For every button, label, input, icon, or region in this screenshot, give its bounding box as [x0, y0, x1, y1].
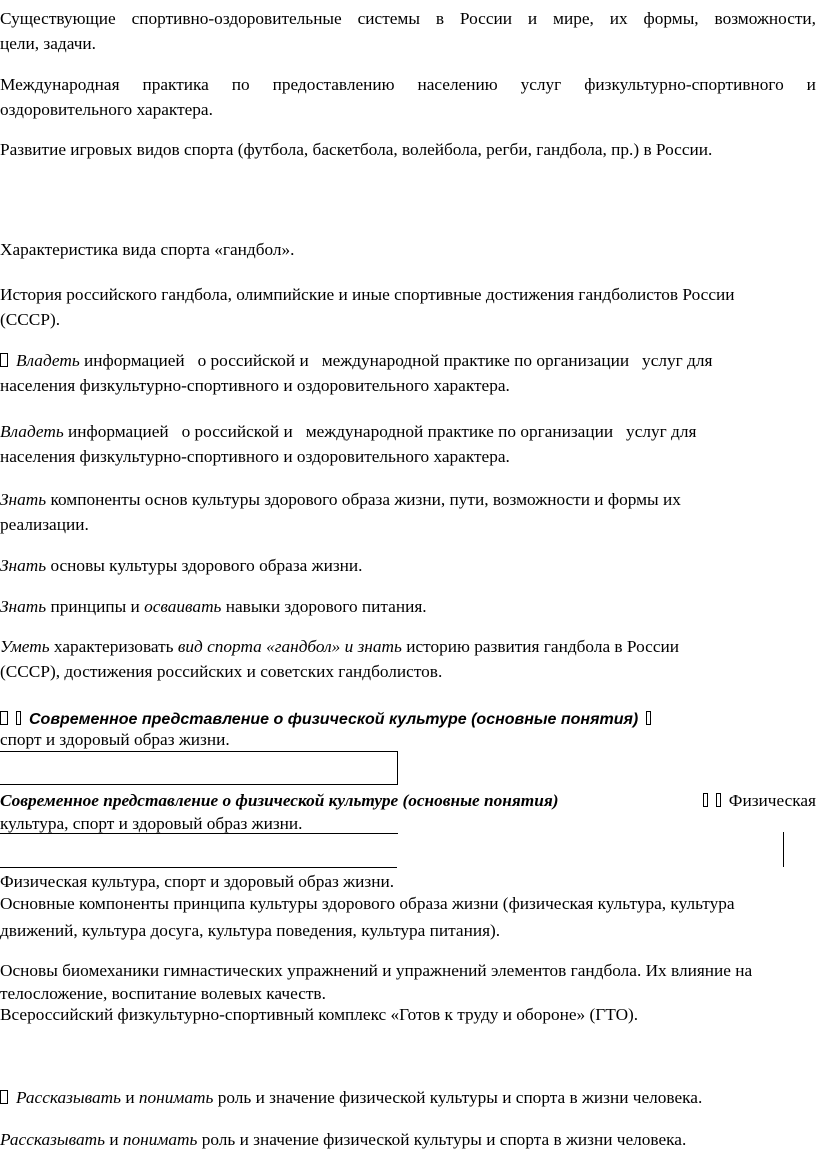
paragraph-6-line-1: Владеть информацией о российской и международной практике по организации услуг для — [0, 348, 816, 373]
paragraph-9: Знать основы культуры здорового образа жизни. — [0, 556, 363, 575]
paragraph-11-line-2: (СССР), достижения российских и советских гандболистов. — [0, 662, 443, 681]
missing-glyph-icon — [0, 353, 8, 367]
missing-glyph-icon — [716, 793, 721, 807]
paragraph-7-line-1: Владеть информацией о российской и международной практике по организации услуг для — [0, 422, 697, 441]
paragraph-11-line-1: Уметь характеризовать вид спорта «гандбол» и знать историю развития гандбола в России — [0, 637, 679, 656]
paragraph-3: Развитие игровых видов спорта (футбола, баскетбола, волейбола, регби, гандбола, пр.) в России. — [0, 140, 713, 159]
frame-side-rule — [397, 751, 398, 785]
paragraph-7-line-2: населения физкультурно-спортивного и оздоровительного характера. — [0, 447, 510, 466]
paragraph-13-line-2: культура, спорт и здоровый образ жизни. — [0, 814, 303, 833]
paragraph-1-line-1: Существующие спортивно-оздоровительные системы в России и мире, их формы, возможности, — [0, 9, 816, 28]
paragraph-1-line-2: цели, задачи. — [0, 34, 96, 53]
paragraph-19: Рассказывать и понимать роль и значение физической культуры и спорта в жизни человека. — [0, 1130, 687, 1149]
paragraph-10: Знать принципы и осваивать навыки здорового питания. — [0, 597, 427, 616]
paragraph-16-line-1: Основы биомеханики гимнастических упражнений и упражнений элементов гандбола. Их влияние на — [0, 961, 753, 980]
vertical-rule — [783, 832, 784, 867]
missing-glyph-icon — [16, 711, 21, 725]
paragraph-6-line-2: населения физкультурно-спортивного и оздоровительного характера. — [0, 376, 510, 395]
missing-glyph-icon — [0, 1090, 8, 1104]
paragraph-8-line-1: Знать компоненты основ культуры здорового образа жизни, пути, возможности и формы их — [0, 490, 681, 509]
separator-rule — [0, 867, 397, 868]
paragraph-12-line-1: Современное представление о физической культуре (основные понятия) — [0, 706, 816, 732]
paragraph-5-line-2: (СССР). — [0, 310, 61, 329]
missing-glyph-icon — [646, 711, 651, 725]
paragraph-14: Физическая культура, спорт и здоровый образ жизни. — [0, 872, 395, 891]
paragraph-4-heading: Характеристика вида спорта «гандбол». — [0, 240, 295, 259]
paragraph-12-line-2: спорт и здоровый образ жизни. — [0, 730, 230, 749]
paragraph-17: Всероссийский физкультурно-спортивный комплекс «Готов к труду и обороне» (ГТО). — [0, 1005, 639, 1024]
paragraph-2-line-2: оздоровительного характера. — [0, 100, 213, 119]
paragraph-18: Рассказывать и понимать роль и значение физической культуры и спорта в жизни человека. — [0, 1085, 816, 1110]
paragraph-16-line-2: телосложение, воспитание волевых качеств. — [0, 984, 326, 1003]
missing-glyph-icon — [703, 793, 708, 807]
underline-rule — [0, 833, 398, 834]
paragraph-2-line-1: Международная практика по предоставлению населению услуг физкультурно-спортивного и — [0, 75, 816, 94]
paragraph-5-line-1: История российского гандбола, олимпийские и иные спортивные достижения гандболистов России — [0, 285, 735, 304]
paragraph-15-line-2: движений, культура досуга, культура поведения, культура питания). — [0, 921, 501, 940]
frame-bottom-rule — [0, 784, 398, 785]
frame-top-rule — [0, 751, 397, 752]
paragraph-8-line-2: реализации. — [0, 515, 89, 534]
missing-glyph-icon — [0, 711, 8, 725]
paragraph-13-line-1: Современное представление о физической культуре (основные понятия) Физическая — [0, 791, 816, 810]
paragraph-15-line-1: Основные компоненты принципа культуры здорового образа жизни (физическая культура, культура — [0, 894, 735, 913]
